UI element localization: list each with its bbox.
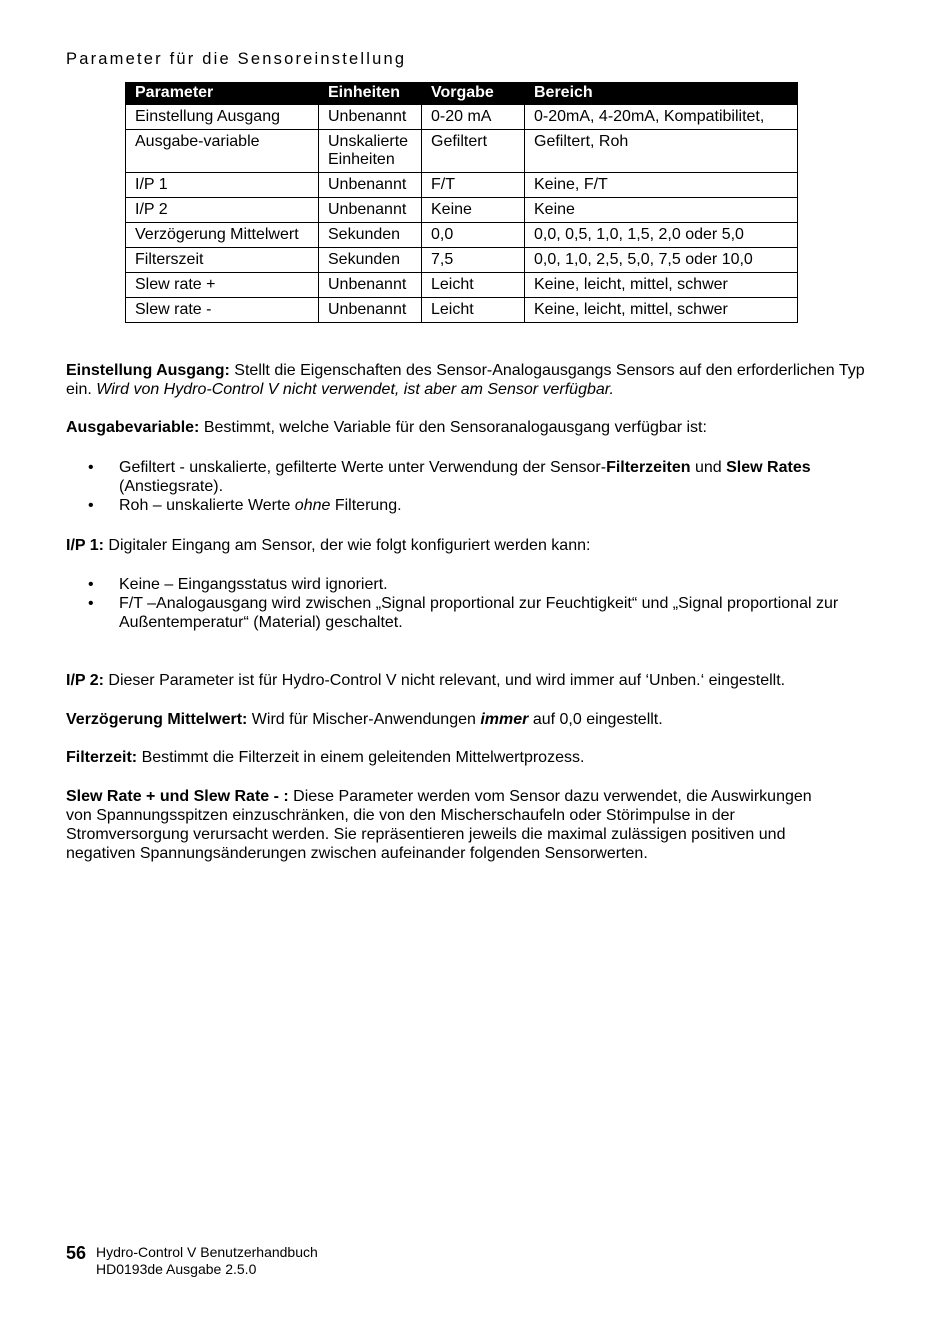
table-cell: Unbenannt: [319, 273, 422, 298]
table-cell: Verzögerung Mittelwert: [126, 223, 319, 248]
table-cell: Keine: [525, 198, 798, 223]
table-header-row: [126, 83, 798, 105]
list-item: [66, 496, 866, 515]
section-heading: Parameter für die Sensoreinstellung: [66, 50, 407, 68]
table-cell: 0,0, 1,0, 2,5, 5,0, 7,5 oder 10,0: [525, 248, 798, 273]
ip1-list: [66, 575, 866, 632]
paragraph-ausgabevariable: [66, 418, 866, 437]
list-item-text: Filterung.: [330, 497, 402, 514]
list-item-text: (Anstiegsrate).: [119, 478, 224, 495]
paragraph-text: Digitaler Eingang am Sensor, der wie folgt konfiguriert werden kann:: [103, 537, 591, 554]
paragraph-ip1: [66, 536, 866, 555]
bullet-icon: •: [88, 497, 94, 514]
table-row: [126, 273, 798, 298]
table-row: [126, 198, 798, 223]
table-cell: Keine, F/T: [525, 173, 798, 198]
bullet-icon: •: [88, 595, 94, 612]
paragraph-text: negativen Spannungsänderungen zwischen aufeinander folgenden Sensorwerten.: [66, 845, 648, 862]
bullet-icon: •: [88, 459, 94, 476]
table-cell: Keine: [422, 198, 525, 223]
column-header: Vorgabe: [422, 83, 525, 105]
table-row: [126, 105, 798, 130]
paragraph-text: Bestimmt, welche Variable für den Sensoranalogausgang verfügbar ist:: [199, 419, 707, 436]
table-cell: Sekunden: [319, 248, 422, 273]
table-cell: Slew rate -: [126, 298, 319, 323]
table-row: [126, 223, 798, 248]
table-row: [126, 173, 798, 198]
table-cell: 0-20mA, 4-20mA, Kompatibilitet,: [525, 105, 798, 130]
term-label: I/P 1:: [66, 537, 104, 554]
paragraph-text: Bestimmt die Filterzeit in einem geleitenden Mittelwertprozess.: [137, 749, 585, 766]
term-label: Ausgabevariable:: [66, 419, 200, 436]
table-row: [126, 130, 798, 173]
paragraph-text: Stromversorgung verursacht werden. Sie repräsentieren jeweils die maximal zulässigen positiven und: [66, 826, 786, 843]
page-number: 56: [66, 1243, 87, 1263]
paragraph-einstellung-ausgang: [66, 361, 866, 399]
table-cell: I/P 2: [126, 198, 319, 223]
table-cell: Unbenannt: [319, 198, 422, 223]
table-cell: Leicht: [422, 298, 525, 323]
table-cell: Leicht: [422, 273, 525, 298]
list-item-italic: ohne: [294, 497, 331, 514]
term-label: Einstellung Ausgang:: [66, 362, 230, 379]
paragraph-filterzeit: [66, 748, 866, 767]
table-cell: Keine, leicht, mittel, schwer: [525, 298, 798, 323]
ausgabevariable-list: [66, 458, 866, 515]
paragraph-text: von Spannungsspitzen einzuschränken, die von den Mischerschaufeln oder Störimpulse in der: [66, 807, 735, 824]
table-row: [126, 298, 798, 323]
table-cell: Ausgabe-variable: [126, 130, 319, 173]
emphasis-text: immer: [480, 711, 529, 728]
list-item-text: Roh – unskalierte Werte: [119, 497, 295, 514]
column-header: Parameter: [126, 83, 319, 105]
list-item-bold: Filterzeiten: [606, 459, 691, 476]
list-item-text: F/T –Analogausgang wird zwischen „Signal proportional zur Feuchtigkeit“ und „Signal proportional zur Außentemperatur“ (Material) geschaltet.: [119, 595, 839, 631]
table-cell: Slew rate +: [126, 273, 319, 298]
table-cell: Einstellung Ausgang: [126, 105, 319, 130]
paragraph-note: Wird von Hydro-Control V nicht verwendet, ist aber am Sensor verfügbar.: [96, 381, 614, 398]
column-header: Einheiten: [319, 83, 422, 105]
paragraph-text: auf 0,0 eingestellt.: [528, 711, 663, 728]
table-row: [126, 248, 798, 273]
footer-edition: HD0193de Ausgabe 2.5.0: [96, 1261, 257, 1277]
table-cell: Gefiltert, Roh: [525, 130, 798, 173]
table-cell: 7,5: [422, 248, 525, 273]
table-cell: Sekunden: [319, 223, 422, 248]
table-cell: Unskalierte Einheiten: [319, 130, 422, 173]
paragraph-text: Dieser Parameter ist für Hydro-Control V nicht relevant, und wird immer auf ‘Unben.‘ eingestellt.: [103, 672, 786, 689]
list-item: [66, 594, 866, 632]
list-item-bold: Slew Rates: [726, 459, 811, 476]
paragraph-verzoegerung: [66, 710, 866, 729]
term-label: Slew Rate + und Slew Rate - :: [66, 788, 289, 805]
bullet-icon: •: [88, 576, 94, 593]
table-cell: F/T: [422, 173, 525, 198]
table-cell: Gefiltert: [422, 130, 525, 173]
table-cell: 0,0: [422, 223, 525, 248]
column-header: Bereich: [525, 83, 798, 105]
list-item-text: Keine – Eingangsstatus wird ignoriert.: [119, 576, 388, 593]
list-item-text: und: [690, 459, 727, 476]
table-cell: I/P 1: [126, 173, 319, 198]
term-label: I/P 2:: [66, 672, 104, 689]
paragraph-text: Diese Parameter werden vom Sensor dazu verwendet, die Auswirkungen: [288, 788, 812, 805]
table-cell: Keine, leicht, mittel, schwer: [525, 273, 798, 298]
term-label: Filterzeit:: [66, 749, 138, 766]
table-cell: Unbenannt: [319, 298, 422, 323]
paragraph-slew-rate: [66, 787, 866, 863]
parameter-table: [125, 82, 798, 323]
footer: [96, 1244, 318, 1278]
table-cell: Unbenannt: [319, 173, 422, 198]
table-cell: 0-20 mA: [422, 105, 525, 130]
list-item: [66, 575, 866, 594]
table-cell: 0,0, 0,5, 1,0, 1,5, 2,0 oder 5,0: [525, 223, 798, 248]
term-label: Verzögerung Mittelwert:: [66, 711, 248, 728]
paragraph-text: Stellt die Eigenschaften des Sensor-Analogausgangs Sensors auf den erforderlichen Typ ein.: [66, 362, 865, 398]
paragraph-text: Wird für Mischer-Anwendungen: [247, 711, 481, 728]
table-cell: Unbenannt: [319, 105, 422, 130]
table-cell: Filterszeit: [126, 248, 319, 273]
list-item-text: Gefiltert - unskalierte, gefilterte Werte unter Verwendung der Sensor-: [119, 459, 607, 476]
footer-title: Hydro-Control V Benutzerhandbuch: [96, 1244, 318, 1260]
paragraph-ip2: [66, 671, 866, 690]
list-item: [66, 458, 866, 496]
